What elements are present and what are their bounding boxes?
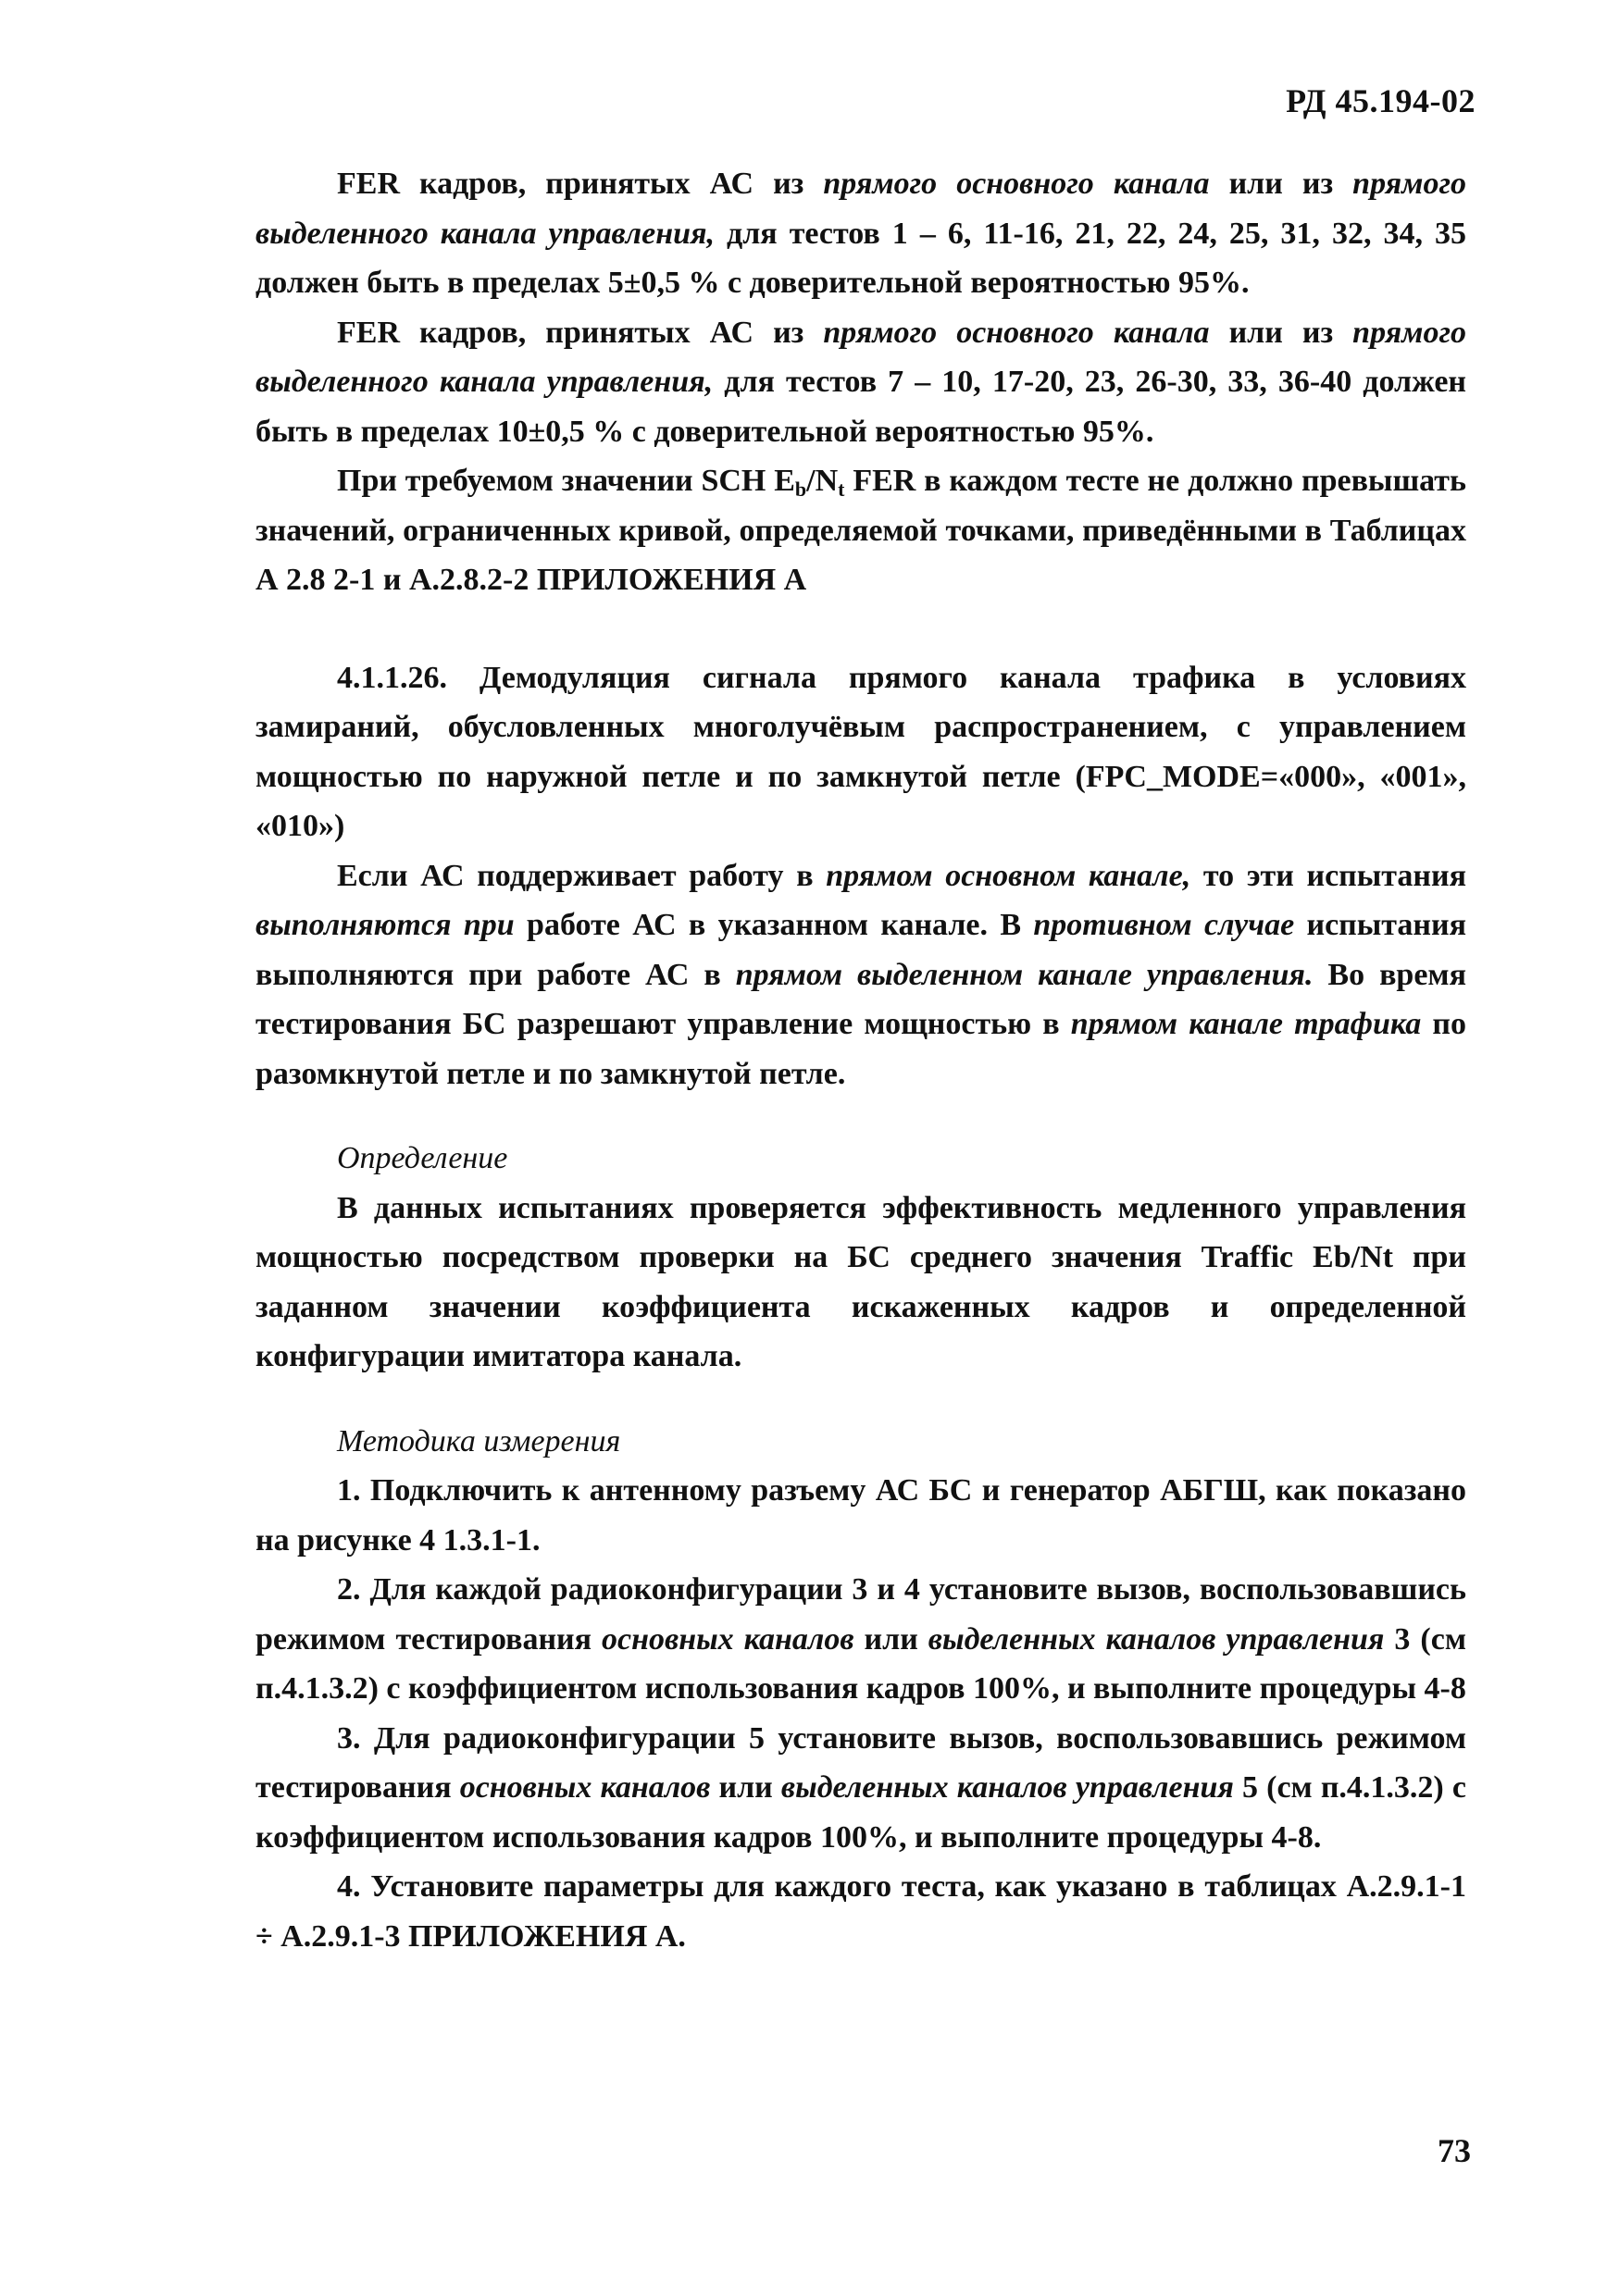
page-body (255, 159, 1466, 1961)
paragraph-fer-tests-2: FER кадров, принятых АС из прямого основного канала или из прямого выделенного канала управления, для тестов 7 – 10, 17-20, 23, 26-30, 33, 36-40 должен быть в пределах 10±0,5 % с доверительной вероятностью 95%. (255, 315, 1466, 449)
method-step-2: 2. Для каждой радиоконфигурации 3 и 4 установите вызов, воспользовавшись режимом тестирования основных каналов или выделенных каналов управления 3 (см п.4.1.3.2) с коэффициентом использования кадров 100%, и выполните процедуры 4-8 (255, 1572, 1466, 1706)
paragraph-sch-requirement: При требуемом значении SCH $E_b/N_t$ FER в каждом тесте не должно превышать значений, ограниченных кривой, определяемой точками, приведёнными в Таблицах А 2.8 2-1 и А.2.8.2-2 ПРИЛОЖЕНИЯ А (255, 464, 1466, 597)
section-heading: 4.1.1.26. Демодуляция сигнала прямого канала трафика в условиях замираний, обусловленных многолучёвым распространением, с управлением мощностью по наружной петле и по замкнутой петле (FPC_MODE=«000», «001», «010») (255, 660, 1466, 843)
method-step-4: 4. Установите параметры для каждого теста, как указано в таблицах А.2.9.1-1 ÷ А.2.9.1-3 ПРИЛОЖЕНИЯ А. (255, 1869, 1466, 1954)
definition-paragraph: В данных испытаниях проверяется эффективность медленного управления мощностью посредством проверки на БС среднего значения Traffic Eb/Nt при заданном значении коэффициента искаженных кадров и определенной конфигурации имитатора канала. (255, 1190, 1466, 1373)
definition-heading: Определение (337, 1141, 508, 1175)
page-number: 73 (1438, 2132, 1471, 2169)
method-step-1: 1. Подключить к антенному разъему АС БС и генератор АБГШ, как показано на рисунке 4 1.3.1-1. (255, 1473, 1466, 1558)
document-code: РД 45.194-02 (1286, 82, 1476, 119)
paragraph-test-conditions: Если АС поддерживает работу в прямом основном канале, то эти испытания выполняются при работе АС в указанном канале. В противном случае испытания выполняются при работе АС в прямом выделенном канале управления. Во время тестирования БС разрешают управление мощностью в прямом канале трафика по разомкнутой петле и по замкнутой петле. (255, 858, 1466, 1091)
method-step-3: 3. Для радиоконфигурации 5 установите вызов, воспользовавшись режимом тестирования основных каналов или выделенных каналов управления 5 (см п.4.1.3.2) с коэффициентом использования кадров 100%, и выполните процедуры 4-8. (255, 1720, 1466, 1855)
paragraph-fer-tests-1: FER кадров, принятых АС из прямого основного канала или из прямого выделенного канала управления, для тестов 1 – 6, 11-16, 21, 22, 24, 25, 31, 32, 34, 35 должен быть в пределах 5±0,5 % с доверительной вероятностью 95%. (255, 167, 1466, 300)
method-heading: Методика измерения (337, 1423, 621, 1458)
